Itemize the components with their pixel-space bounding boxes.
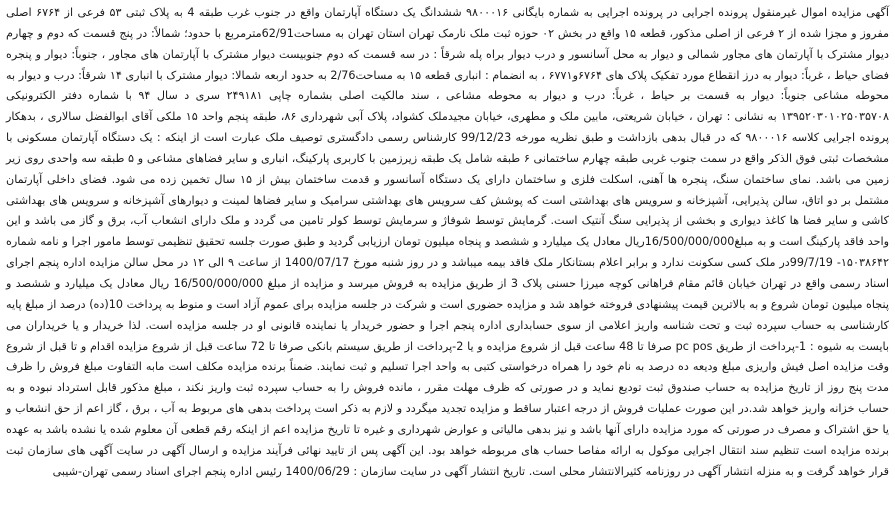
auction-notice-text: آگهی مزایده اموال غیرمنقول پرونده اجرایی در پرونده اجرایی به شماره بایگانی ۹۸۰۰۰۱۶ ششدانگ یک دستگاه آپارتمان واقع در جنوب غرب طبقه 4 به پلاک ثبتی ۵۳ فرعی از ۶۷۶۴ اصلی مفروز و مجزا شده از ۲ فرعی از اصلی مذکور، قطعه ۱۵ واقع در بخش ۰۲ حوزه ثبت ملک نارمک تهران استان تهران به مساحت62/91مترمربع با حدود؛ شمالاً: در پنج قسمت که دوم و چهارم دیوار مشترک با آپارتمان های مجاور شمالی و دیوار به محل آسانسور و درب دیوار براه پله شرقاً : در سه قسمت که دوم جنوبیست دیوار مشترک با آپارتمان های مجاور ، جنوباً: دیوار و پنجره فضای حیاط ، غرباً: دیوار به درز انقطاع مورد تفکیک پلاک های ۶۷۶۴و۶۷۷۱ ، به انضمام : انباری قطعه ۱۵ به مساحت2/76 به حدود اربعه شمالا: دیوار مشترک با انباری ۱۴ شرقاً: درب و دیوار به محوطه مشاعی جنوباً: دیوار به قسمت بر حیاط ، غرباً: درب و دیوار به محوطه مشاعی ، سند مالکیت اصلی بشماره چاپی ۲۴۹۱۸۱ سری د سال ۹۴ با شماره دفتر الکترونیکی ۱۳۹۵۲۰۳۰۱۰۲۵۰۳۵۷۰۸ به نشانی : تهران ، خیابان شریعتی، مابین ملک و مطهری، خیابان مجیدملک کشواد، پلاک آبی شهرداری ۸۶، طبقه پنجم واحد ۱۵ ملکی آقای ابوالفضل سالاری ، بدهکار پرونده اجرایی کلاسه ۹۸۰۰۰۱۶ که در قبال بدهی بازداشت و طبق نظریه مورخه 99/12/23 کارشناس رسمی دادگستری توصیف ملک عبارت است از اینکه : یک دستگاه آپارتمان مسکونی با مشخصات ثبتی فوق الذکر واقع در سمت جنوب غربی طبقه چهارم ساختمانی ۶ طبقه شامل یک طبقه زیرزمین با کاربری پارکینگ، انباری و سایر فضاهای مشاعی و ۵ طبقه سه واحدی روی زیر زمین می باشد. نمای ساختمان سنگ، پنجره ها آهنی، اسکلت فلزی و ساختمان دارای یک دستگاه آسانسور و قدمت ساختمان بیش از ۱۵ سال تخمین زده می شود. فضای داخلی آپارتمان مشتمل بر دو اتاق، سالن پذیرایی، آشپزخانه و سرویس های بهداشتی است که پوشش کف سرویس های بهداشتی سرامیک و سایر فضاها لمینت و دیوارهای آشپزخانه و سرویس های بهداشتی کاشی و سایر فضا ها کاغذ دیواری و بخشی از پذیرایی سنگ آنتیک است. گرمایش توسط شوفاژ و سرمایش توسط کولر تامین می گردد و ملک دارای انشعاب آب، برق و گاز می باشد و این واحد فاقد پارکینگ است و به مبلغ16/500/000/000ریال معادل یک میلیارد و ششصد و پنجاه میلیون تومان ارزیابی گردید و طبق صورت جلسه تحقیق تنظیمی توسط مامور اجرا و نامه شماره ۱۵۰۳۸۶۴۲- 99/7/19در ملک کسی سکونت ندارد و برابر اعلام بستانکار ملک فاقد بیمه میباشد و در روز شنبه مورخ 1400/07/17 از ساعت ۹ الی ۱۲ در محل سالن مزایده اداره پنجم اجرای اسناد رسمی واقع در تهران خیابان قائم مقام فراهانی کوچه میرزا حسنی پلاک 3 از طریق مزایده به فروش میرسد و مزایده از مبلغ 16/500/000/000 ریال معادل یک میلیارد و ششصد و پنجاه میلیون تومان شروع و به بالاترین قیمت پیشنهادی فروخته خواهد شد و مزایده حضوری است و شرکت در جلسه مزایده برای عموم آزاد است و منوط به پرداخت 10(ده) درصد از مبلغ پایه کارشناسی به حساب سپرده ثبت و تحت شناسه واریز اعلامی از سوی حسابداری اداره پنجم اجرا و حضور خریدار یا نماینده قانونی او در جلسه مزایده است. لذا خریدار و یا خریداران می بایست به شیوه : 1-پرداخت از طریق pc pos صرفا تا 48 ساعت قبل از شروع مزایده و یا 2-پرداخت از طریق سیستم بانکی صرفا تا 72 ساعت قبل از شروع مزایده اقدام و تا قبل از شروع وقت مزایده اصل فیش واریزی مبلغ ودیعه ده درصد به نام خود را همراه درخواستی کتبی به واحد اجرا تسلیم و ثبت نمایند. ضمناً برنده مزایده مکلف است مابه التفاوت مبلغ فروش را ظرف مدت پنج روز از تاریخ مزایده به حساب صندوق ثبت تودیع نماید و در صورتی که ظرف مهلت مقرر ، مانده فروش را به حساب سپرده ثبت واریز نکند ، مبلغ مذکور قابل استرداد نبوده و به حساب خزانه واریز خواهد شد.در این صورت عملیات فروش از درجه اعتبار ساقط و مزایده تجدید میگردد و لازم به ذکر است پرداخت بدهی های مربوط به آب ، برق ، گاز اعم از حق انشعاب و یا حق اشتراک و مصرف در صورتی که مورد مزایده دارای آنها باشد و نیز بدهی مالیاتی و عوارض شهرداری و غیره تا تاریخ مزایده اعم از اینکه رقم قطعی آن معلوم شده یا نشده باشد به عهده برنده مزایده است تنظیم سند انتقال اجرایی موکول به ارائه مفاصا حساب های مربوطه خواهد بود. این آگهی پس از تایید نهائی فرآیند مزایده و ارسال آگهی در سایت آگهی های سازمان ثبت قرار خواهد گرفت و به منزله انتشار آگهی در روزنامه کثیرالانتشار محلی است. تاریخ انتشار آگهی در سایت سازمان : 1400/06/29 رئیس اداره پنجم اجرای اسناد رسمی تهران-شیبی xyxy=(6,6,890,478)
